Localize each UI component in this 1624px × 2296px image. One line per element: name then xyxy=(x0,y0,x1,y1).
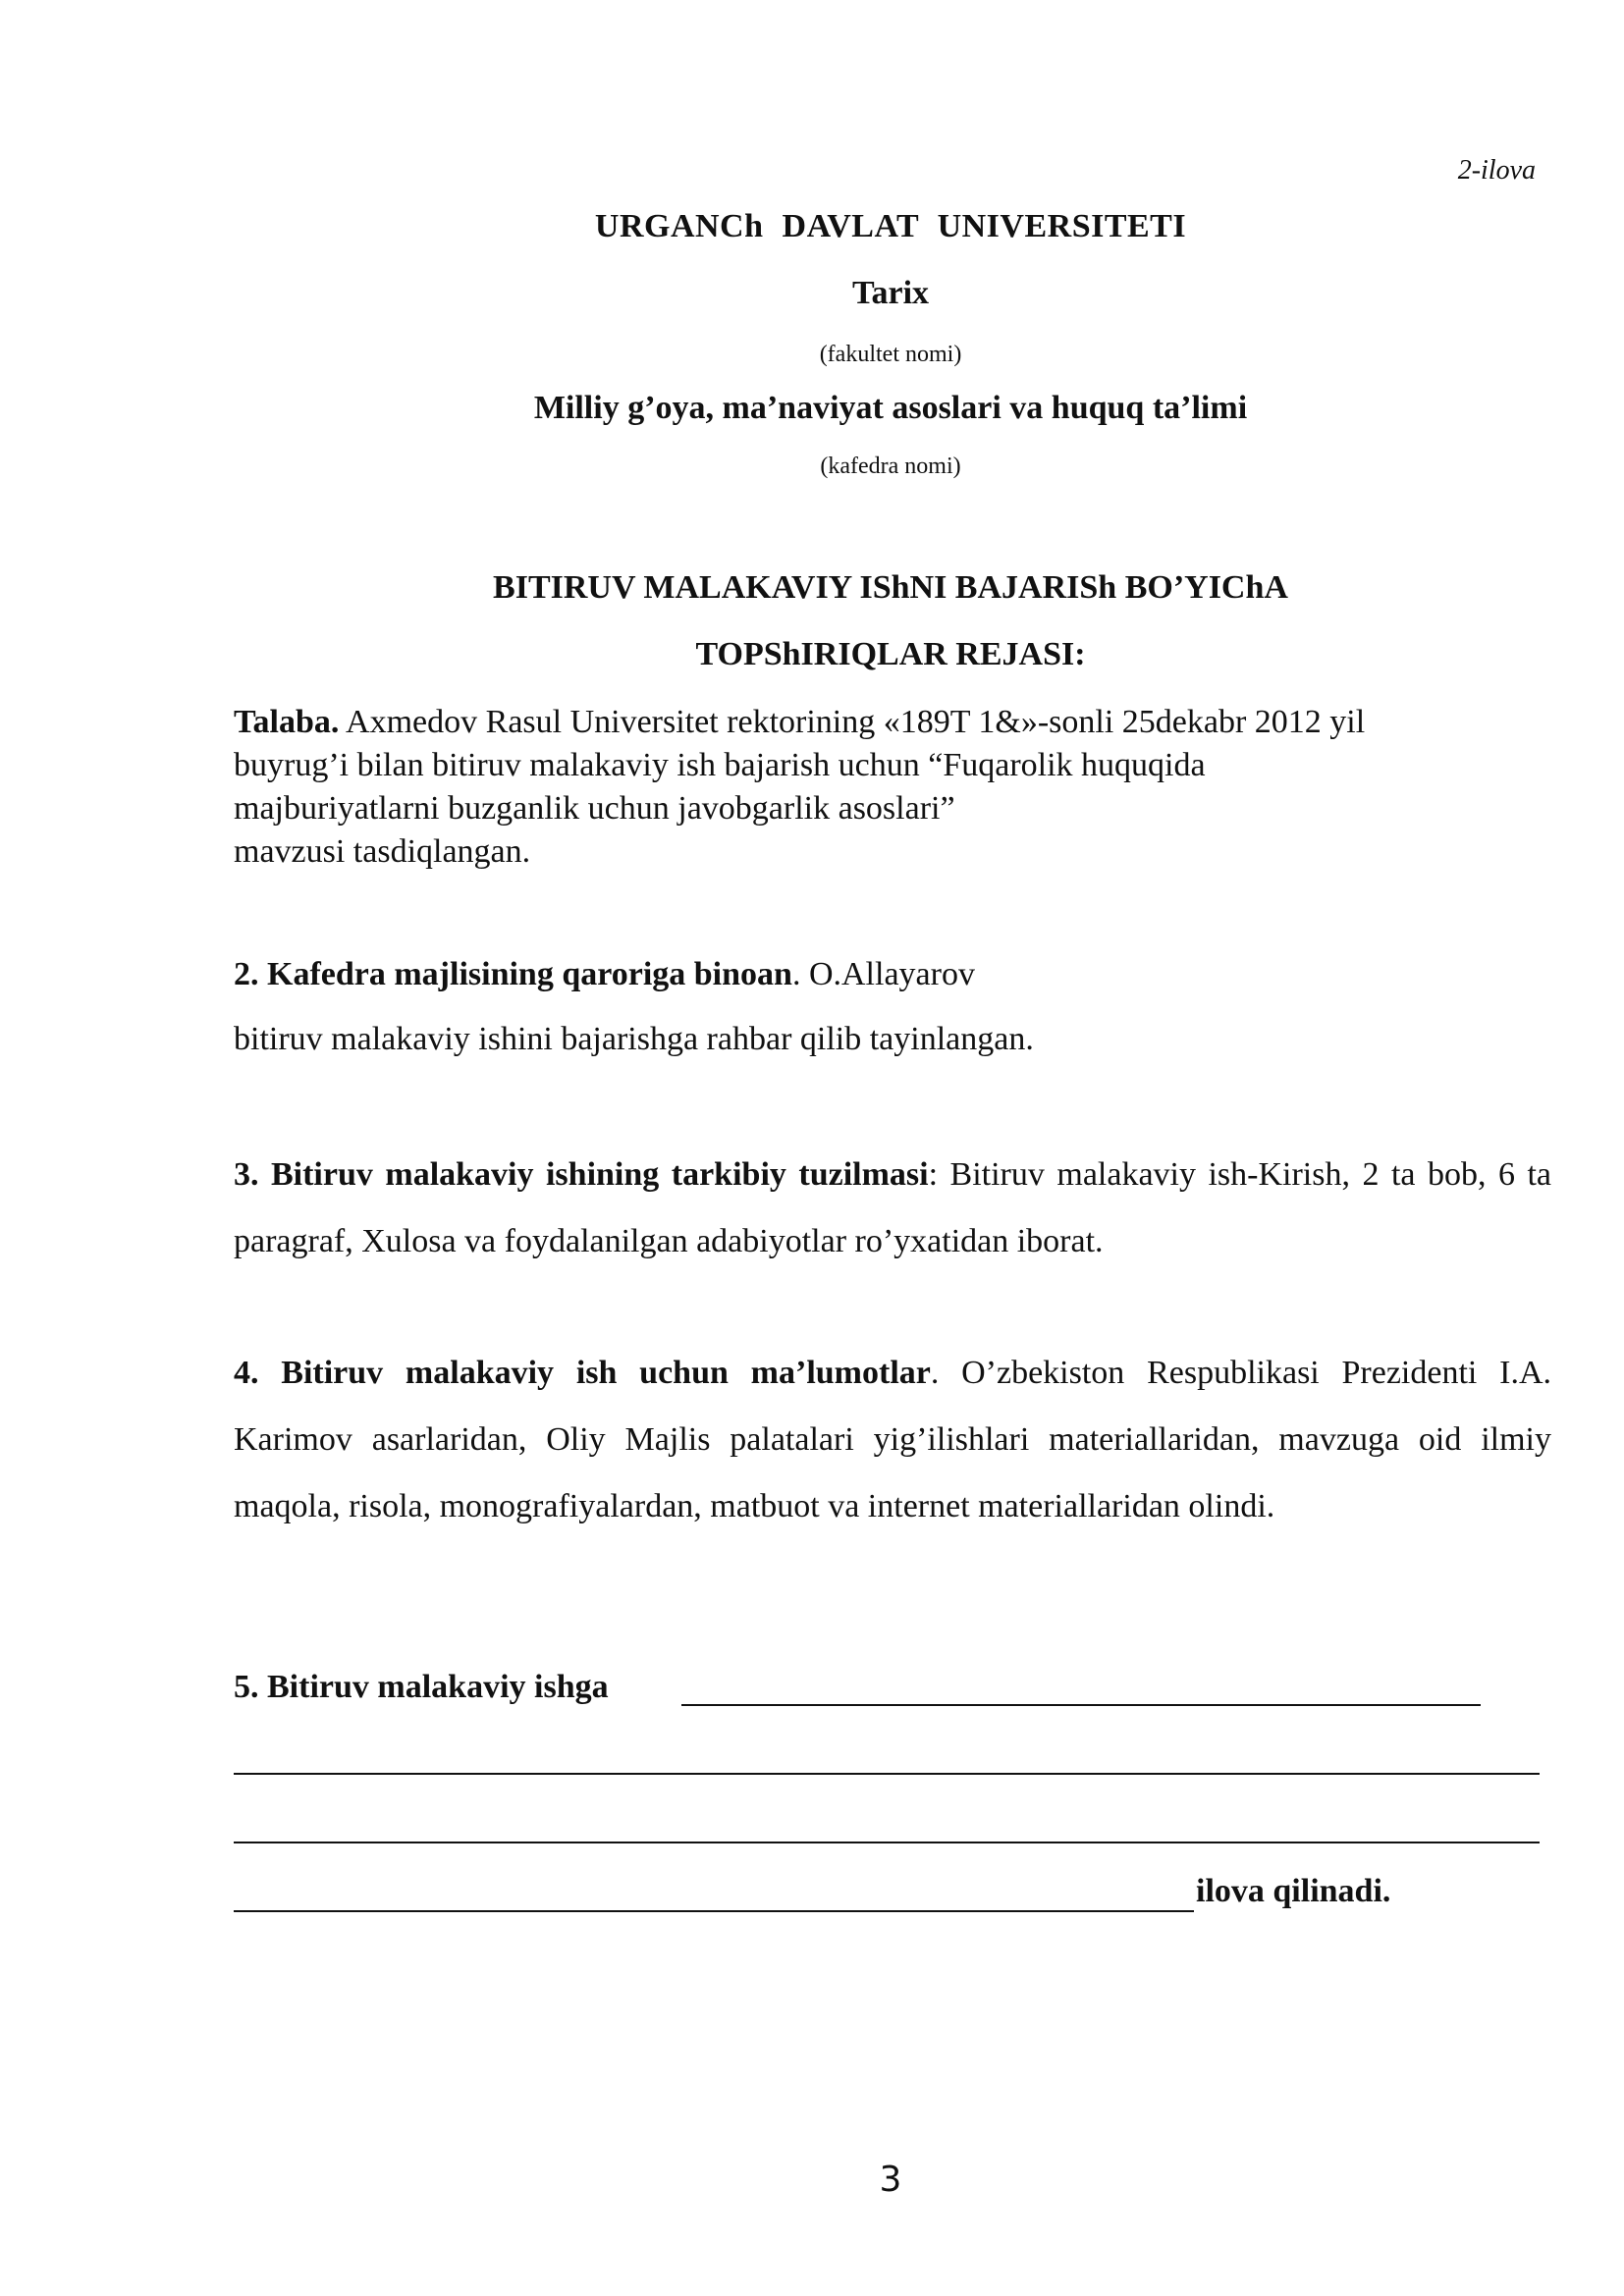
department-name: Milliy g’oya, ma’naviyat asoslari va huquq ta’limi xyxy=(533,390,1248,426)
fill-line-3 xyxy=(234,1842,1540,1843)
faculty-caption: (fakultet nomi) xyxy=(819,342,962,367)
student-line3: majburiyatlarni buzganlik uchun javobgarlik asoslari” xyxy=(234,790,955,827)
faculty-name: Tarix xyxy=(851,275,930,311)
item-student xyxy=(234,701,1551,874)
attachments-ending: ilova qilinadi. xyxy=(1196,1873,1391,1909)
student-line2: buyrug’i bilan bitiruv malakaviy ish bajarish uchun “Fuqarolik huquqida xyxy=(234,747,1206,783)
page-number: 3 xyxy=(879,2160,902,2200)
fill-line-4 xyxy=(234,1910,1194,1912)
department-caption: (kafedra nomi) xyxy=(820,454,961,479)
document-heading-line2: TOPShIRIQLAR REJASI: xyxy=(695,636,1086,672)
item-supervisor xyxy=(234,942,1551,1072)
structure-label: 3. Bitiruv malakaviy ishining tarkibiy tuzilmasi xyxy=(234,1156,929,1193)
item-structure xyxy=(234,1142,1551,1275)
structure-text: : Bitiruv malakaviy ish-Kirish, 2 ta bob, 6 ta paragraf, Xulosa va foydalanilgan adabiyotlar ro’yxatidan iborat. xyxy=(234,1156,1551,1259)
student-line4: mavzusi tasdiqlangan. xyxy=(234,833,531,870)
supervisor-name: . O.Allayarov xyxy=(791,956,975,992)
fill-line-1 xyxy=(681,1704,1481,1706)
annex-label: 2-ilova xyxy=(1457,155,1536,186)
fill-line-2 xyxy=(234,1773,1540,1775)
document-heading-line1: BITIRUV MALAKAVIY IShNI BAJARISh BO’YIChA xyxy=(493,569,1288,606)
sources-text: . O’zbekiston Respublikasi Prezidenti I.A. Karimov asarlaridan, Oliy Majlis palatalari yig’ilishlari materiallaridan, mavzuga oid ilmiy maqola, risola, monografiyalardan, matbuot va internet materiallaridan olindi. xyxy=(234,1355,1551,1524)
supervisor-label: 2. Kafedra majlisining qaroriga binoan xyxy=(234,956,792,992)
student-line1: Axmedov Rasul Universitet rektorining «189T 1&»-sonli 25dekabr 2012 yil xyxy=(339,704,1366,740)
sources-label: 4. Bitiruv malakaviy ish uchun ma’lumotlar xyxy=(234,1355,931,1391)
item-sources xyxy=(234,1340,1551,1540)
supervisor-line2: bitiruv malakaviy ishini bajarishga rahbar qilib tayinlangan. xyxy=(234,1021,1034,1057)
student-label: Talaba. xyxy=(234,704,340,740)
attachments-label: 5. Bitiruv malakaviy ishga xyxy=(234,1669,609,1705)
university-name: URGANCh DAVLAT UNIVERSITETI xyxy=(594,208,1187,244)
